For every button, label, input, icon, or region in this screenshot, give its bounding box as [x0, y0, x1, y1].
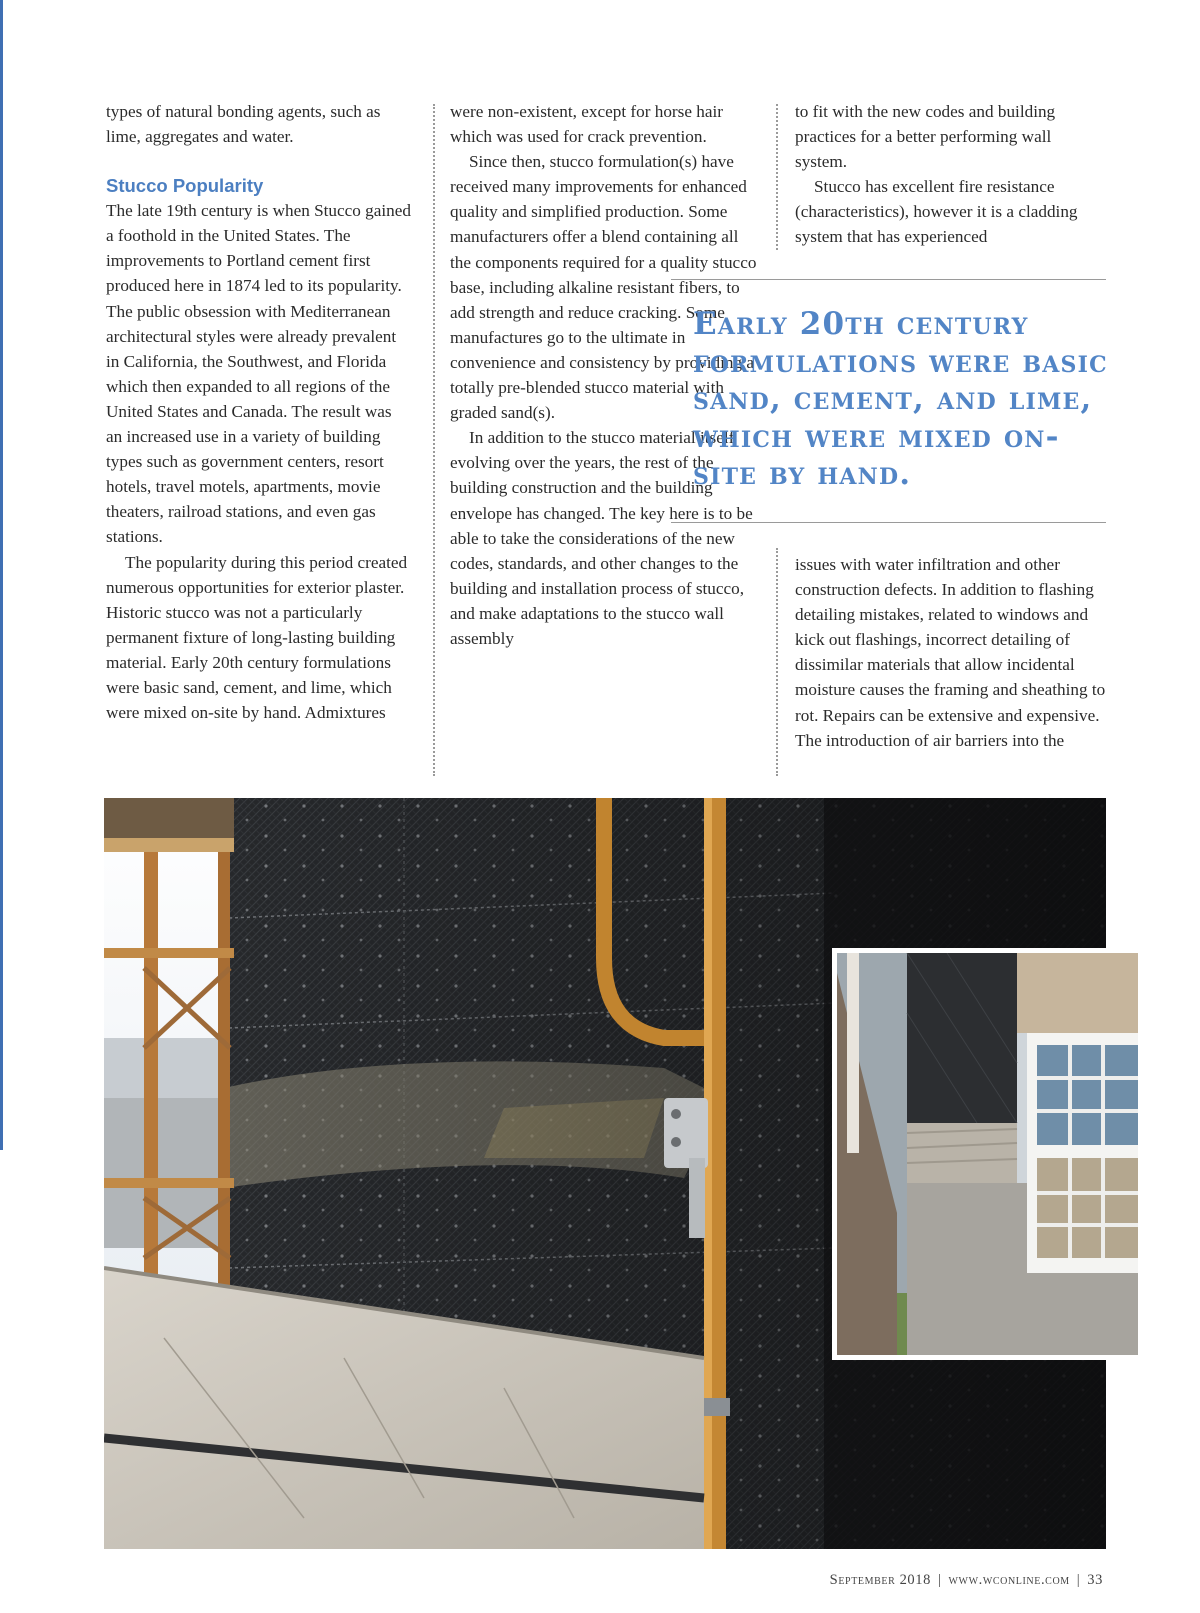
stucco-window-photo: [837, 953, 1138, 1355]
paragraph: In addition to the stucco material itself evolving over the years, the rest of the building construction and the building envelope has changed. The key here is to be able to take the considerations of the new codes, standards, and other changes to the building and installation process of stucco, and make adaptations to the stucco wall assembly: [450, 428, 753, 648]
pull-quote-text: Early 20th century formulations were basic sand, cement, and lime, which were mixed on-site by hand.: [693, 306, 1108, 492]
page-edge-bar: [0, 0, 3, 1150]
text-column-3-bottom: [795, 552, 1107, 753]
inset-photo-frame: [832, 948, 1143, 1360]
text-column-1: [106, 99, 411, 725]
footer-date: September 2018: [829, 1572, 931, 1588]
paragraph: issues with water infiltration and other construction defects. In addition to flashing detailing mistakes, related to windows and kick out flashings, incorrect detailing of dissimilar materials that allow incidental moisture causes the framing and sheathing to rot. Repairs can be extensive and expensive. The introduction of air barriers into the: [795, 555, 1106, 750]
paragraph: types of natural bonding agents, such as lime, aggregates and water.: [106, 102, 381, 147]
inset-photo: [837, 953, 1138, 1355]
footer-separator: |: [1076, 1572, 1081, 1588]
page-number: 33: [1087, 1572, 1103, 1588]
paragraph-text: Since then, stucco formulation(s) have received many improvements for enhanced quality and simplified production. Some manufacturers offer a blend containing all the components required for a quality stucco base, including alkaline resistant fibers, to add strength and reduce cracking. Some manufactures go to the ultimate in convenience and consistency by providing a totally pre-blended stucco material with graded sand(s).: [450, 152, 757, 423]
paragraph: were non-existent, except for horse hair which was used for crack prevention.: [450, 102, 723, 147]
paragraph: The popularity during this period created numerous opportunities for exterior plaster. Historic stucco was not a particularly permanent fixture of long-lasting building material. Early 20th century formulations were basic sand, cement, and lime, which were mixed on-site by hand. Admixtures: [106, 552, 408, 723]
footer-separator: |: [937, 1572, 942, 1588]
footer-site: www.wconline.com: [948, 1572, 1070, 1588]
paragraph: to fit with the new codes and building practices for a better performing wall system.: [795, 102, 1056, 172]
text-column-3-top: [795, 99, 1105, 250]
section-subhead: Stucco Popularity: [106, 175, 264, 197]
page-footer: [830, 1572, 1103, 1589]
pull-quote: [671, 279, 1106, 523]
paragraph: The late 19th century is when Stucco gained a foothold in the United States. The improvements to Portland cement first produced here in 1874 led to its popularity. The public obsession with Mediterranean architectural styles were already prevalent in California, the Southwest, and Florida which then expanded to all regions of the United States and Canada. The result was an increased use in a variety of building types such as government centers, resort hotels, travel motels, apartments, movie theaters, railroad stations, and even gas stations.: [106, 201, 411, 547]
paragraph: Stucco has excellent fire resistance (characteristics), however it is a cladding system that has experienced: [795, 177, 1078, 247]
column-divider: [433, 104, 435, 776]
column-divider: [776, 104, 778, 250]
column-divider: [776, 548, 778, 776]
